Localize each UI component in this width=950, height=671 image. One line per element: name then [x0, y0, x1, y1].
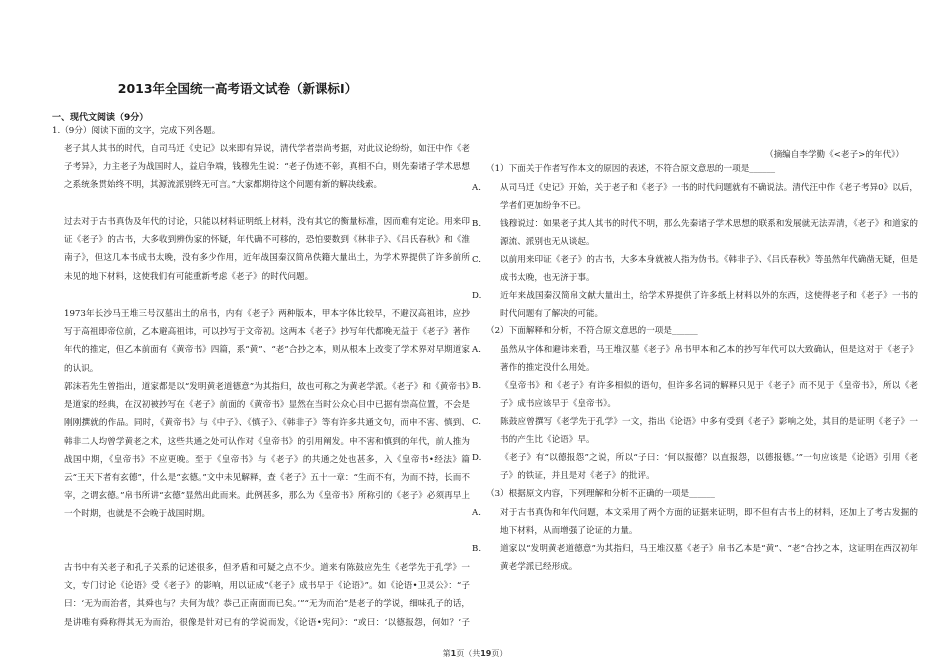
option-b: B. 钱穆说过：如果老子其人其书的时代不明，那么先秦诸子学术思想的联系和发展就无法弄清，《老子》和道家的源流、派别也无从谈起。 [472, 219, 918, 248]
option-c: C. 以前用来印证《老子》的古书，大多本身就被人指为伪书。《韩非子》、《吕氏春秋》等虽然年代确凿无疑，但是成书太晚，也无济于事。 [472, 255, 918, 284]
page-number: 1 [450, 649, 457, 658]
question-stem: （1）下面关于作者写作本文的原因的表述，不符合原文意思的一项是______ [486, 164, 776, 174]
passage-paragraph: 郭沫若先生曾指出，道家都是以“发明黄老道德意”为其指归，故也可称之为黄老学派。《老子》和《黄帝书》是道家的经典，在汉初被抄写在《老子》前面的《黄帝书》显然在当时公众心目中已据有崇高位置，不会是刚刚撰就的作品。同时，《黄帝书》与《中子》、《慎子》、《韩非子》等有许多共通文句，而申不害、慎到、韩非二人均曾学黄老之术，这些共通之处可认作对《皇帝书》的引用阐发。申不害和慎到的年代，前人推为战国中期，《皇帝书》不应更晚。至于《皇帝书》与《老子》的共通之处也甚多，入《皇帝书•经法》篇云“王天下者有玄德”，什么是“玄德。”文中未见解释，查《老子》五十一章：“生而不有，为而不持，长而不宰，之谓玄德。”帛书所讲“玄德”显然出此而来。此例甚多，那么为《皇帝书》所称引的《老子》必须再早上一个时期，也就是不会晚于战国时期。 [64, 382, 470, 520]
passage-paragraph: 老子其人其书的时代，自司马迁《史记》以来即有异说，清代学者崇尚考据，对此议论纷纷，如汪中作《老子考异》，力主老子为战国时人，益启争端，钱穆先生说：“老子伪迹不彰，真相不白，则先秦诸子学术思想之系统条贯始终不明，其源流派别终无可言。”大家都期待这个问题有新的解决线索。 [64, 144, 470, 191]
page-title: 2013年全国统一高考语文试卷（新课标Ⅰ） [117, 81, 358, 96]
passage-paragraph: 古书中有关老子和孔子关系的记述很多，但矛盾和可疑之点不少。道来有陈鼓应先生《老学先于孔学》一文，专门讨论《论语》受《老子》的影响，用以证成“《老子》成书早于《论语》”。如《论语•卫灵公》：“子曰：‘无为而治者，其舜也与？夫何为哉？恭己正南面而已矣。’”“无为而治”是老子的学说，细味孔子的话，是讲唯有舜称得其无为而治，很像是针对已有的学说而发，《论语•宪问》：“或曰：‘以德报怨，何如？’子 [64, 563, 470, 628]
source-citation: （摘编自李学勤《<老子>的年代》） [764, 150, 904, 160]
question-stem: （3）根据原文内容，下列理解和分析不正确的一项是______ [486, 489, 715, 499]
section-heading: 一、现代文阅读（9分） [52, 113, 149, 123]
option-d: D. 《老子》有“以德报怨”之说，所以“子曰：‘何以报德？以直报怨，以德报德。’”一句应该是《论语》引用《老子》的铁证，并且是对《老子》的批评。 [472, 453, 918, 482]
option-a: A. 从司马迁《史记》开始，关于老子和《老子》一书的时代问题就有不确说法。清代汪中作《老子考异0》以后，学者们更加纷争不已。 [472, 183, 918, 212]
option-c: C. 陈鼓应曾撰写《老学先于孔学》一文，指出《论语》中多有受到《老子》影响之处，其目的是证明《老子》一书的产生比《论语》早。 [472, 417, 918, 446]
total-pages: 19 [480, 649, 492, 658]
option-a: A. 对于古书真伪和年代问题，本文采用了两个方面的证据来证明，即不但有古书上的材料，还加上了考古发掘的地下材料，从而增强了论证的力量。 [472, 508, 918, 537]
option-b: B. 道家以“发明黄老道德意”为其指归，马王堆汉墓《老子》帛书乙本是“黄”、“老”合抄之本，这证明在西汉初年黄老学派已经形成。 [472, 544, 918, 573]
question-stem: （2）下面解释和分析，不符合原文意思的一项是______ [486, 326, 698, 336]
option-d: D. 近年来战国秦汉简帛文献大量出土，给学术界提供了许多纸上材料以外的东西，这使得老子和《老子》一书的时代问题有了解决的可能。 [472, 291, 918, 320]
question-intro: 1.（9分）阅读下面的文字，完成下列各题。 [52, 126, 221, 136]
option-b: B. 《皇帝书》和《老子》有许多相似的语句，但许多名词的解释只见于《老子》而不见于《皇帝书》，所以《老子》成书应该早于《皇帝书》。 [472, 381, 918, 410]
passage-paragraph: 过去对于古书真伪及年代的讨论，只能以材料证明纸上材料，没有其它的衡量标准，因而难有定论。用来印证《老子》的古书，大多收到辨伪家的怀疑，年代确不可移的，恐怕要数到《林非子》、《吕氏春秋》和《淮南子》，但这几本书成书太晚，没有多少作用，近年战国秦汉简帛佚籍大量出土，为学术界提供了许多前所未见的地下材料，这使我们有可能重新考虑《老子》的时代问题。 [64, 217, 470, 282]
page-footer: 第1页（共19页） [442, 649, 508, 658]
passage-paragraph: 1973年长沙马王堆三号汉墓出土的帛书，内有《老子》两种版本，甲本字体比较早，不避汉高祖讳，应抄写于高祖即帝位前，乙本避高祖讳，可以抄写于文帝初。这两本《老子》抄写年代都晚无益于《老子》著作年代的推定，但乙本前面有《黄帝书》四篇，系“黄”、“老”合抄之本，则从根本上改变了学术界对早期道家的认识。 [64, 309, 470, 374]
option-a: A. 虽然从字体和避讳来看，马王堆汉墓《老子》帛书甲本和乙本的抄写年代可以大致确认，但是这对于《老子》著作的推定没什么用处。 [472, 345, 918, 374]
